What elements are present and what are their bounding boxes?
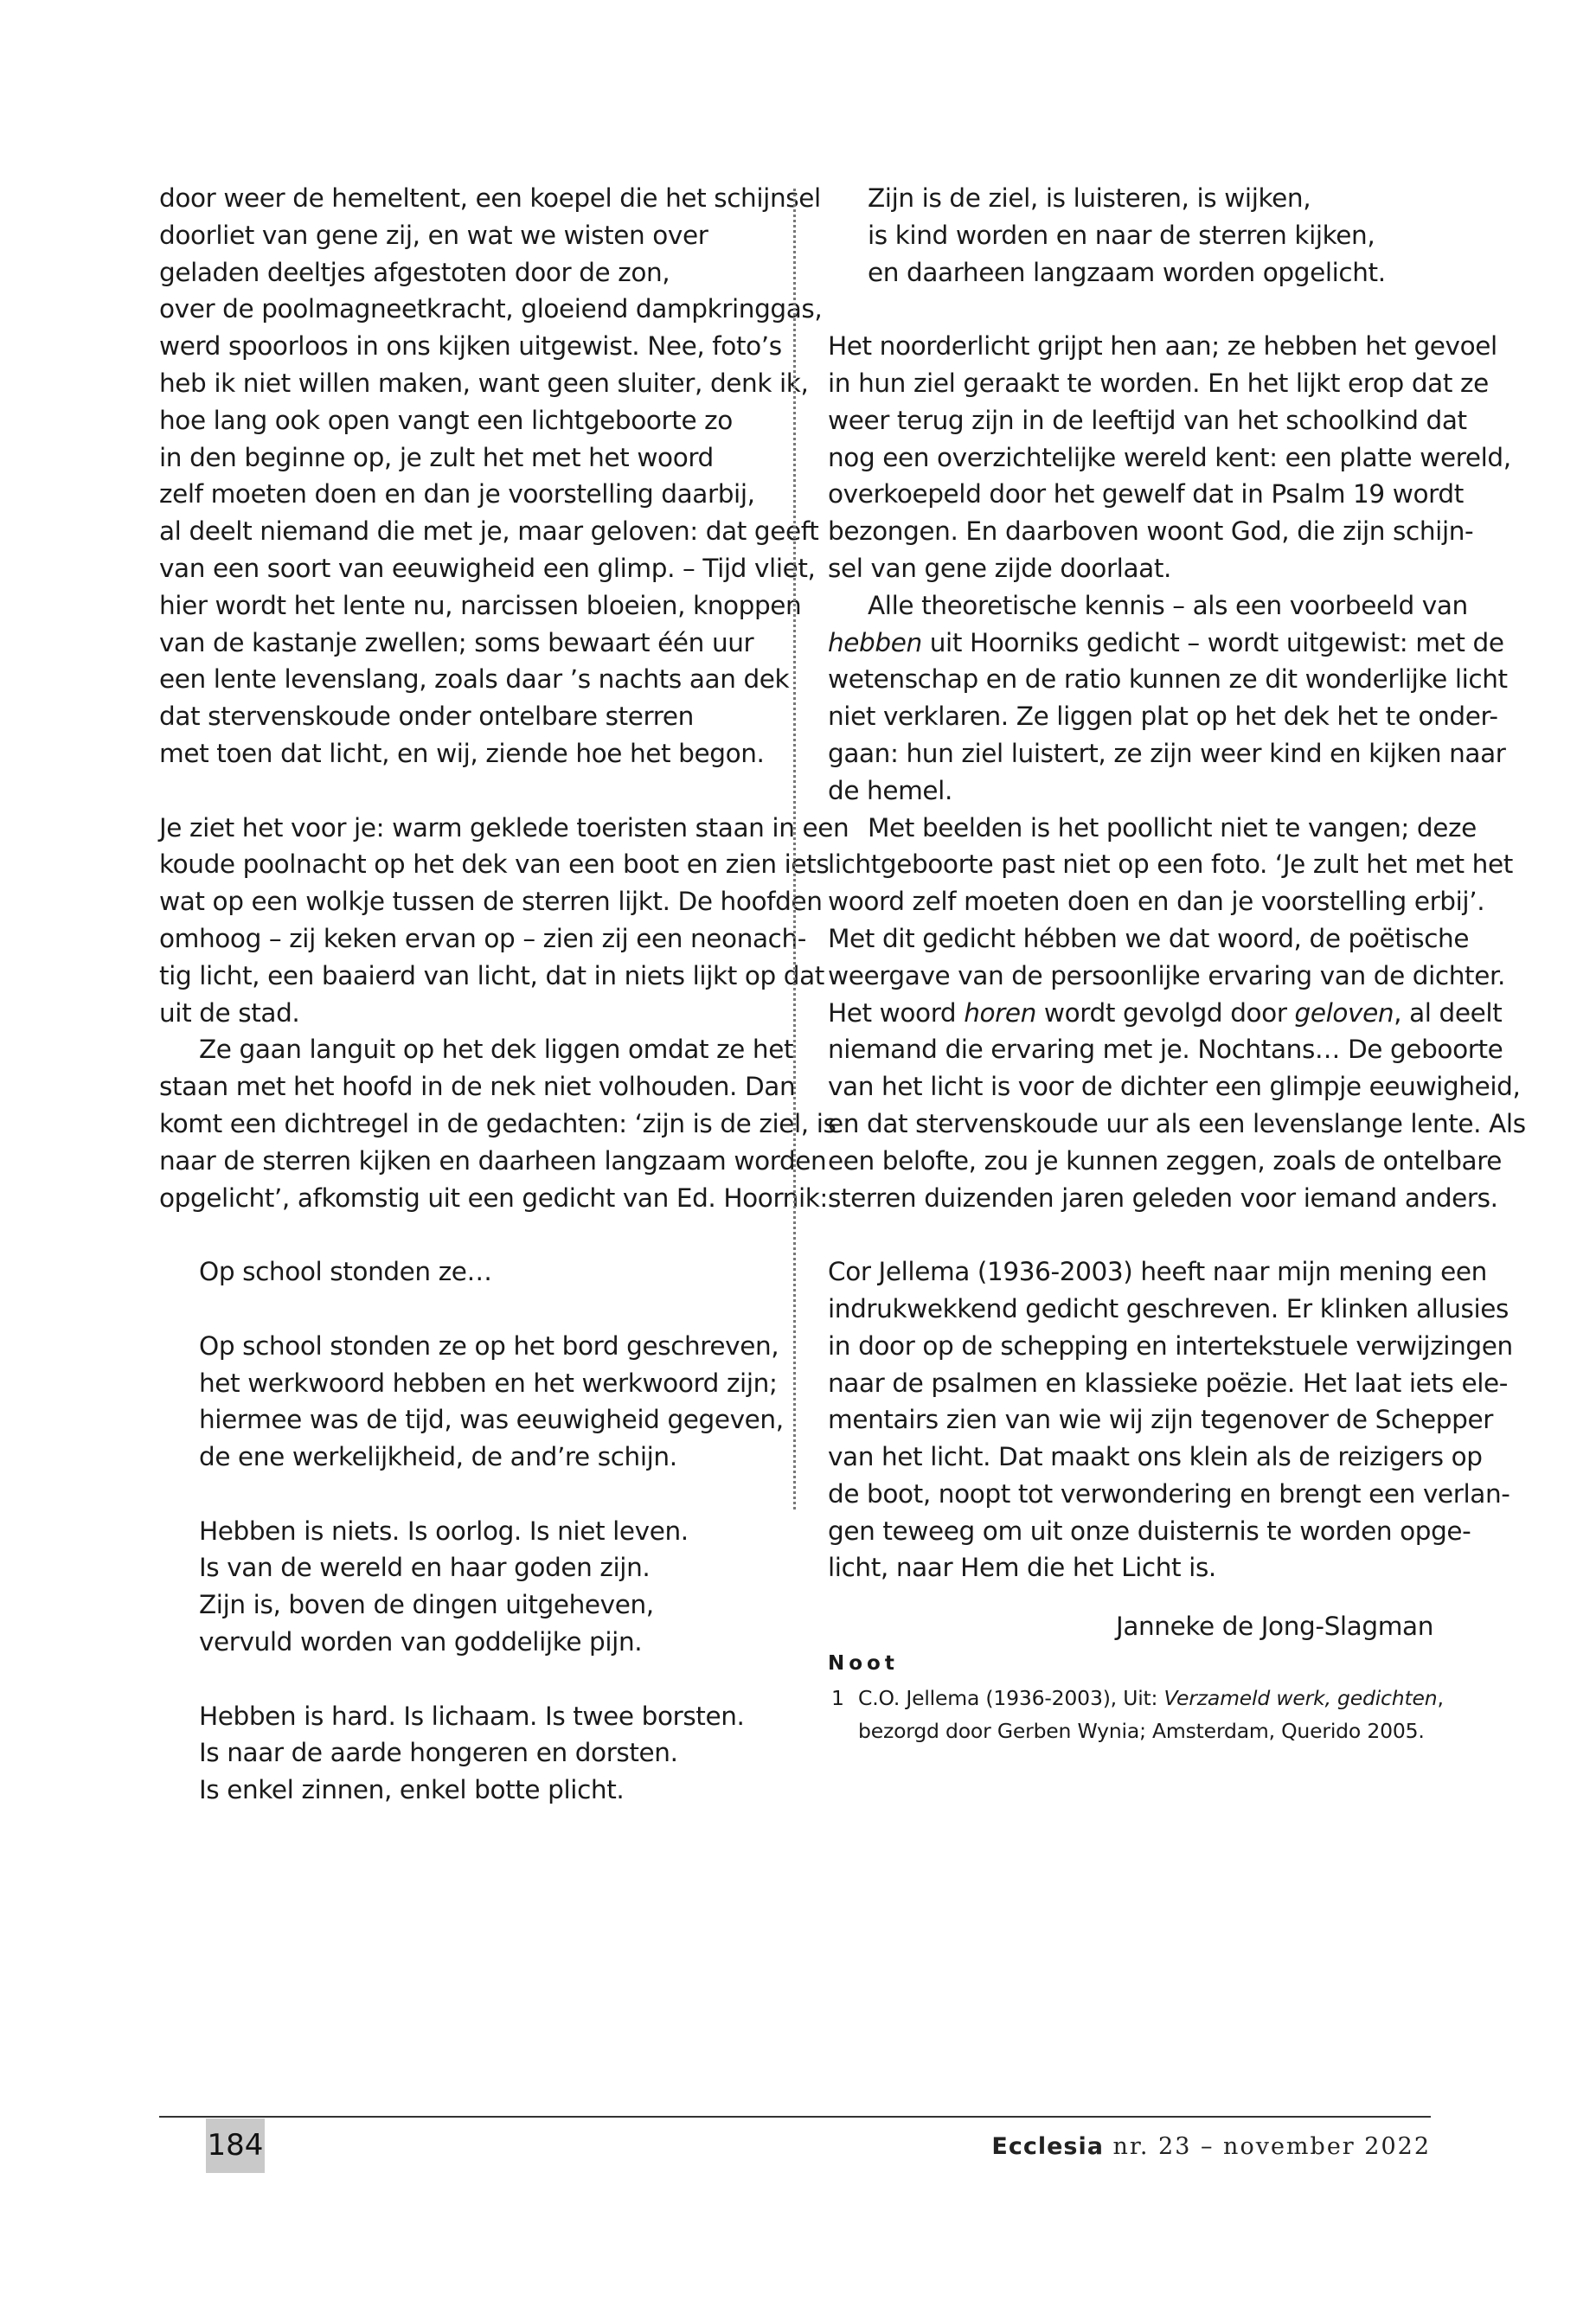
text-line: hier wordt het lente nu, narcissen bloeien, knoppen	[159, 590, 802, 620]
text-line: mentairs zien van wie wij zijn tegenover de Schepper	[828, 1405, 1493, 1435]
text-line: een belofte, zou je kunnen zeggen, zoals de ontelbare	[828, 1145, 1503, 1176]
text-line: en daarheen langzaam worden opgelicht.	[868, 257, 1386, 287]
text-line: licht, naar Hem die het Licht is.	[828, 1553, 1216, 1583]
text-line: Op school stonden ze op het bord geschreven,	[199, 1330, 779, 1361]
text-line: zelf moeten doen en dan je voorstelling daarbij,	[159, 479, 755, 510]
paragraph	[828, 1253, 1513, 1586]
text-line: is kind worden en naar de sterren kijken,	[868, 220, 1375, 250]
text-line: van de kastanje zwellen; soms bewaart één uur	[159, 627, 754, 657]
poem-ending	[828, 180, 1433, 291]
italic-word: geloven	[1294, 997, 1394, 1028]
text-line: Is van de wereld en haar goden zijn.	[199, 1553, 651, 1583]
text-line: Is enkel zinnen, enkel botte plicht.	[199, 1775, 625, 1805]
text-line: in door op de schepping en intertekstuele verwijzingen	[828, 1330, 1513, 1361]
text: , al deelt	[1394, 997, 1503, 1028]
text: bezorgd door Gerben Wynia; Amsterdam, Querido 2005.	[858, 1719, 1425, 1744]
text-line: niemand die ervaring met je. Nochtans… De geboorte	[828, 1035, 1503, 1065]
text-line: naar de psalmen en klassieke poëzie. Het laat iets ele-	[828, 1368, 1509, 1398]
text: ,	[1437, 1686, 1444, 1711]
text-line: en dat stervenskoude uur als een levenslange lente. Als	[828, 1108, 1526, 1138]
page-number: 184	[206, 2118, 265, 2173]
text-line: de ene werkelijkheid, de and’re schijn.	[199, 1442, 677, 1472]
italic-word: hebben	[828, 627, 922, 657]
text-line: van een soort van eeuwigheid een glimp. – Tijd vliet,	[159, 553, 816, 583]
text-line: uit de stad.	[159, 997, 300, 1028]
text-line: geladen deeltjes afgestoten door de zon,	[159, 257, 670, 287]
text-line: de hemel.	[828, 775, 952, 805]
hoornik-poem	[159, 1253, 784, 1809]
text-line: in den beginne op, je zult het met het woord	[159, 442, 714, 472]
text-line: doorliet van gene zij, en wat we wisten over	[159, 220, 708, 250]
paragraph	[828, 810, 1526, 1217]
footnote-number: 1	[831, 1686, 844, 1711]
text-line: Met beelden is het poollicht niet te vangen; deze	[868, 812, 1477, 843]
text-line: wat op een wolkje tussen de sterren lijkt. De hoofden	[159, 887, 823, 917]
text-line: lichtgeboorte past niet op een foto. ‘Je zult het met het	[828, 849, 1513, 880]
text-line: tig licht, een baaierd van licht, dat in niets lijkt op dat	[159, 960, 824, 990]
italic-title: Verzameld werk, gedichten	[1163, 1686, 1438, 1711]
text-line: staan met het hoofd in de nek niet volhouden. Dan	[159, 1072, 796, 1102]
text-line: indrukwekkend gedicht geschreven. Er klinken allusies	[828, 1293, 1509, 1324]
text-line: Ze gaan languit op het dek liggen omdat ze het	[199, 1035, 794, 1065]
text-line: dat stervenskoude onder ontelbare sterren	[159, 702, 694, 732]
text-line: komt een dichtregel in de gedachten: ‘zijn is de ziel, is	[159, 1108, 836, 1138]
text-line: Met dit gedicht hébben we dat woord, de poëtische	[828, 923, 1470, 953]
text-line: met toen dat licht, en wij, ziende hoe het begon.	[159, 738, 765, 768]
text-line: opgelicht’, afkomstig uit een gedicht van Ed. Hoornik:	[159, 1183, 828, 1213]
text-line: Hebben is hard. Is lichaam. Is twee borsten.	[199, 1701, 745, 1731]
text-line: weer terug zijn in de leeftijd van het schoolkind dat	[828, 405, 1467, 435]
right-column	[828, 180, 1526, 1747]
italic-word: horen	[964, 997, 1036, 1028]
journal-title	[991, 2133, 1431, 2160]
text-line: Hebben is niets. Is oorlog. Is niet leven.	[199, 1516, 689, 1546]
poem-continuation	[159, 180, 823, 772]
author-signature: Janneke de Jong-Slagman	[1116, 1612, 1433, 1642]
text-line: Je ziet het voor je: warm geklede toeristen staan in een	[159, 812, 849, 843]
prose-section	[159, 810, 849, 1217]
issue-info: nr. 23 – november 2022	[1103, 2133, 1431, 2160]
text-line: woord zelf moeten doen en dan je voorstelling erbij’.	[828, 887, 1485, 917]
stanza	[199, 1328, 784, 1476]
footnote	[828, 1682, 1444, 1747]
stanza	[199, 1698, 756, 1809]
text-line: het werkwoord hebben en het werkwoord zijn;	[199, 1368, 778, 1398]
paragraph	[159, 1031, 836, 1216]
text-line: Cor Jellema (1936-2003) heeft naar mijn mening een	[828, 1257, 1487, 1287]
text-line: hiermee was de tijd, was eeuwigheid gegeven,	[199, 1405, 784, 1435]
paragraph	[828, 587, 1508, 810]
paragraph	[159, 810, 849, 1032]
footer-rule	[159, 2116, 1431, 2118]
text-line: Het noorderlicht grijpt hen aan; ze hebben het gevoel	[828, 331, 1497, 362]
text-line: van het licht. Dat maakt ons klein als de reizigers op	[828, 1442, 1483, 1472]
text-line: nog een overzichtelijke wereld kent: een platte wereld,	[828, 442, 1511, 472]
text-line: in hun ziel geraakt te worden. En het lijkt erop dat ze	[828, 368, 1489, 398]
text-line: bezongen. En daarboven woont God, die zijn schijn-	[828, 516, 1474, 547]
journal-name: Ecclesia	[991, 2133, 1104, 2160]
text-line: heb ik niet willen maken, want geen sluiter, denk ik,	[159, 368, 809, 398]
text-line: over de poolmagneetkracht, gloeiend dampkringgas,	[159, 294, 823, 324]
text: wordt gevolgd door	[1035, 997, 1295, 1028]
text: uit Hoorniks gedicht – wordt uitgewist: met de	[921, 627, 1504, 657]
text-line: koude poolnacht op het dek van een boot en zien iets	[159, 849, 830, 880]
note-heading: Noot	[828, 1652, 899, 1676]
paragraph	[828, 328, 1511, 587]
text-line: omhoog – zij keken ervan op – zien zij een neonach-	[159, 923, 807, 953]
text-line: overkoepeld door het gewelf dat in Psalm 19 wordt	[828, 479, 1464, 510]
text: Het woord	[828, 997, 965, 1028]
text-line: de boot, noopt tot verwondering en brengt een verlan-	[828, 1478, 1510, 1509]
text-line: wetenschap en de ratio kunnen ze dit wonderlijke licht	[828, 664, 1508, 695]
text-line: Is naar de aarde hongeren en dorsten.	[199, 1738, 678, 1768]
text-line: Zijn is de ziel, is luisteren, is wijken,	[868, 183, 1311, 213]
stanza	[199, 1513, 756, 1661]
text: Alle theoretische kennis – als een voorbeeld van	[868, 590, 1468, 620]
left-column	[159, 180, 849, 1809]
text-line: een lente levenslang, zoals daar ’s nachts aan dek	[159, 664, 790, 695]
text-line: sel van gene zijde doorlaat.	[828, 553, 1171, 583]
column-divider	[793, 189, 796, 1509]
text-line: Zijn is, boven de dingen uitgeheven,	[199, 1590, 654, 1620]
text-line: sterren duizenden jaren geleden voor iemand anders.	[828, 1183, 1498, 1213]
text: C.O. Jellema (1936-2003), Uit:	[858, 1686, 1164, 1711]
text-line: naar de sterren kijken en daarheen langzaam worden	[159, 1145, 827, 1176]
text-line: gaan: hun ziel luistert, ze zijn weer kind en kijken naar	[828, 738, 1506, 768]
text-line: gen teweeg om uit onze duisternis te worden opge-	[828, 1516, 1471, 1546]
hoornik-title: Op school stonden ze…	[199, 1257, 492, 1287]
text-line: vervuld worden van goddelijke pijn.	[199, 1627, 643, 1657]
text-line: niet verklaren. Ze liggen plat op het dek het te onder-	[828, 702, 1498, 732]
text-line: werd spoorloos in ons kijken uitgewist. Nee, foto’s	[159, 331, 782, 362]
text-line: hoe lang ook open vangt een lichtgeboorte zo	[159, 405, 733, 435]
text-line: weergave van de persoonlijke ervaring van de dichter.	[828, 960, 1505, 990]
text-line: door weer de hemeltent, een koepel die het schijnsel	[159, 183, 821, 213]
text-line: al deelt niemand die met je, maar geloven: dat geeft	[159, 516, 819, 547]
text-line: van het licht is voor de dichter een glimpje eeuwigheid,	[828, 1072, 1521, 1102]
